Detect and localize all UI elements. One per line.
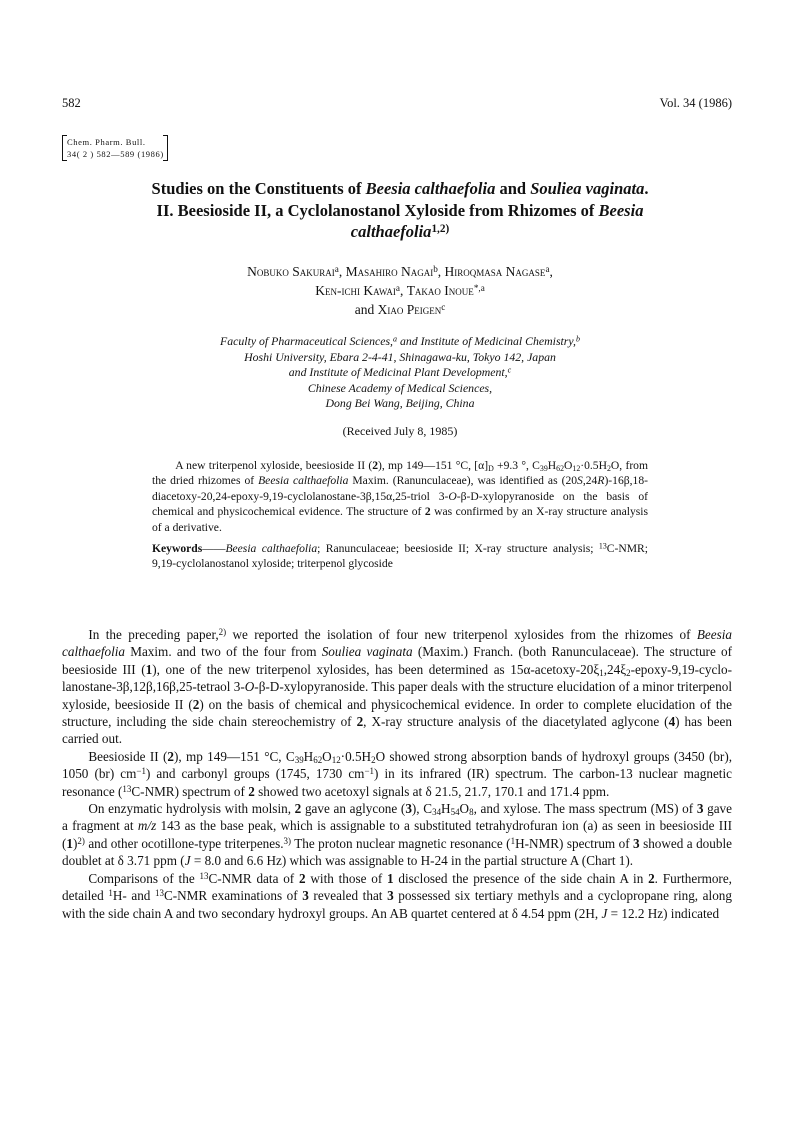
author-affiliation-mark: a xyxy=(334,263,339,274)
keywords: Keywords——Beesia calthaefolia; Ranunculaceae; beesioside II; X-ray structure analysis; $^{13}$C-NMR; 9,19-cyclolanostanol xyloside; triterpenol glycoside xyxy=(152,541,648,571)
author-affiliation-mark: b xyxy=(433,263,438,274)
title-reference: 1,2) xyxy=(431,222,450,235)
author-list: Nobuko Sakurai$^a$, Masahiro Nagai$^b$, Hiroqmasa Nagase$^a$, Ken-ichi Kawai$^a$, Takao Inoue$^{*,a}$ and Xiao Peigen$^c$ xyxy=(247,263,553,317)
affiliation-line: Faculty of Pharmaceutical Sciences,$^a$ and Institute of Medicinal Chemistry,$^b$ xyxy=(220,334,580,348)
affiliation-line: Dong Bei Wang, Beijing, China xyxy=(325,396,475,410)
reference: 2) xyxy=(77,835,85,846)
affiliation-line: and Institute of Medicinal Plant Development,$^c$ xyxy=(288,365,512,379)
received-date: (Received July 8, 1985) xyxy=(342,424,458,438)
abstract: A new triterpenol xyloside, beesioside II (2), mp 149—151 °C, $[\alpha]_D +9.3$ °, $C_{39}H_{62}O_{12}\cdot 0.5H_2O$, from the dried rhizomes of Beesia calthaefolia Maxim. (Ranunculaceae), was identified as (20S,24R)-16β,18-diacetoxy-20,24-epoxy-9,19-cyclolanostane-3β,15α,25-triol 3-O-β-D-xylopyranoside on the basis of chemical and physicochemical evidence. The structure of 2 was confirmed by an X-ray structure analysis of a derivative. xyxy=(152,459,649,534)
page-number: 582 xyxy=(62,96,81,110)
volume-label: Vol. 34 (1986) xyxy=(659,96,732,110)
affiliation-line: Chinese Academy of Medical Sciences, xyxy=(307,380,493,395)
author: Ken-ichi Kawai xyxy=(315,283,396,298)
author: Nobuko Sakurai xyxy=(247,264,335,279)
author-affiliation-mark: c xyxy=(441,301,446,312)
paragraph: In the preceding paper,$^{2)}$ we reported the isolation of four new triterpenol xylosides from the rhizomes of Beesia calthaefolia Maxim. and two of the four from Souliea vaginata (Maxim.) Franch. (both Ranunculaceae). The structure of beesioside III (1), one of the new triterpenol xylosides, has been determined as $15\alpha-acetoxy-20\xi_1,24\xi_2-epoxy-9,19-cyclo-lanostane-3\beta,12\beta,16\beta,25$-tetraol 3-O-β-D-xylopyranoside. This paper deals with the structure elucidation of a minor triterpenol xyloside, beesioside II (2) on the basis of chemical and physicochemical evidence. In order to complete elucidation of the structure, including the side chain stereochemistry of 2, X-ray structure analysis of the diacetylated aglycone (4) has been carried out. xyxy=(62,626,733,747)
journal-citation-box xyxy=(62,135,168,161)
paragraph: Beesioside II (2), mp 149—151 °C, $C_{39}H_{62}O_{12}\cdot 0.5H_2O$ showed strong absorption bands of hydroxyl groups (3450 (br), 1050 (br) $cm^{-1}$) and carbonyl groups (1745, 1730 $cm^{-1}$) in its infrared (IR) spectrum. The carbon-13 nuclear magnetic resonance ($^{13}$C-NMR) spectrum of 2 showed two acetoxyl signals at δ 21.5, 21.7, 170.1 and 171.4 ppm. xyxy=(62,748,733,799)
body-text xyxy=(62,626,732,922)
paragraph: Comparisons of the $^{13}$C-NMR data of 2 with those of 1 disclosed the presence of the side chain A in 2. Furthermore, detailed $^1$H- and $^{13}$C-NMR examinations of 3 revealed that 3 possessed six tertiary methyls and a cyclopropane ring, along with the side chain A and two secondary hydroxyl groups. An AB quartet centered at δ 4.54 ppm (2H, J = 12.2 Hz) indicated xyxy=(62,870,732,921)
journal-volume-pages: 34( 2 ) 582—589 (1986) xyxy=(67,149,164,159)
author-affiliation-mark: a xyxy=(395,282,400,293)
author: Xiao Peigen xyxy=(377,302,442,317)
affiliations xyxy=(150,334,650,412)
journal-name: Chem. Pharm. Bull. xyxy=(67,137,146,147)
reference: 2) xyxy=(218,626,227,637)
paragraph: On enzymatic hydrolysis with molsin, 2 gave an aglycone (3), $C_{34}H_{54}O_8$, and xylose. The mass spectrum (MS) of 3 gave a fragment at m/z 143 as the base peak, which is assignable to a substituted tetrahydrofuran ion (a) as seen in beesioside III $(1)^{2)}$ and other ocotillone-type triterpenes.$^{3)}$ The proton nuclear magnetic resonance ($^1$H-NMR) spectrum of 3 showed a double doublet at δ 3.71 ppm (J = 8.0 and 6.6 Hz) which was assignable to H-24 in the partial structure A (Chart 1). xyxy=(62,801,733,869)
author: Masahiro Nagai xyxy=(345,264,434,279)
reference: 3) xyxy=(283,835,292,846)
author: Takao Inoue xyxy=(406,283,474,298)
author-affiliation-mark: a xyxy=(545,263,550,274)
author: Hiroqmasa Nagase xyxy=(444,264,546,279)
article-title: Studies on the Constituents of Beesia calthaefolia and Souliea vaginata. II. Beesioside II, a Cyclolanostanol Xyloside from Rhizomes of Beesia calthaefolia$^{1,2)}$ xyxy=(151,179,649,241)
keywords-label: Keywords xyxy=(152,542,203,555)
affiliation-line: Hoshi University, Ebara 2-4-41, Shinagawa-ku, Tokyo 142, Japan xyxy=(244,349,556,364)
author-affiliation-mark: *,a xyxy=(473,282,485,293)
